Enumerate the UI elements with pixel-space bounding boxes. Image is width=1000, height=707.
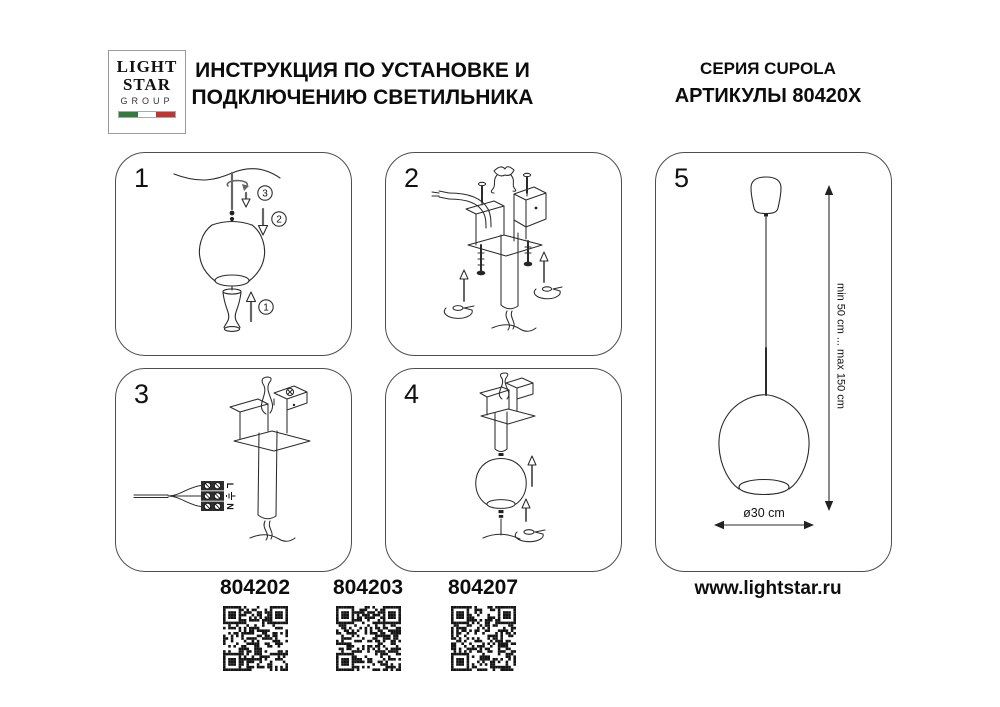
page-title <box>185 57 540 111</box>
flag-red <box>156 112 175 117</box>
series-label: СЕРИЯ CUPOLA <box>700 59 836 78</box>
suspension-tube <box>501 233 518 309</box>
terminal-label-live: L <box>225 482 235 489</box>
qr-code <box>451 606 516 671</box>
mount-plate-right <box>274 386 307 410</box>
hook-wire <box>261 377 272 414</box>
article-code-2: 804203 <box>332 576 404 599</box>
title-line1: ИНСТРУКЦИЯ ПО УСТАНОВКЕ И <box>195 59 530 82</box>
step5-diagram <box>656 153 893 573</box>
flag-white <box>138 112 157 117</box>
diameter-dimension-label: ø30 cm <box>743 506 785 520</box>
step-panel-4 <box>385 368 622 572</box>
anchor-ring <box>515 530 545 542</box>
tube-wire <box>506 311 514 330</box>
earth-symbol-icon <box>227 492 236 500</box>
step-panel-2 <box>385 152 622 356</box>
terminal-label-neutral: N <box>225 503 235 510</box>
bracket-body <box>481 390 535 424</box>
suspension-tube <box>258 431 277 519</box>
callout-2: 2 <box>276 214 282 226</box>
website-url: www.lightstar.ru <box>694 578 842 599</box>
shade-rim <box>215 275 249 286</box>
step-number-5: 5 <box>674 163 690 193</box>
shade-rim <box>739 480 789 495</box>
mount-plate-right <box>514 187 546 227</box>
step2-diagram <box>386 153 623 357</box>
step-number-4: 4 <box>404 379 420 409</box>
mount-plate-right <box>506 378 533 399</box>
small-down-arrowhead <box>242 199 250 207</box>
italian-flag-icon <box>118 111 176 118</box>
logo-line3: GROUP <box>120 96 174 106</box>
flag-green <box>119 112 138 117</box>
article-code-3: 804207 <box>447 576 519 599</box>
ceiling-clip <box>491 167 515 193</box>
step3-diagram <box>116 369 353 573</box>
lamp-shade <box>199 222 264 282</box>
hook-wire <box>499 373 509 399</box>
anchor-ring-left <box>444 306 474 318</box>
suspension-tube <box>495 412 507 452</box>
step4-diagram <box>386 369 623 573</box>
input-wire <box>134 495 168 498</box>
articles-label: АРТИКУЛЫ 80420X <box>674 85 862 107</box>
lightstar-logo <box>108 50 186 134</box>
shade-rim <box>487 500 515 509</box>
tube-wire <box>264 521 272 540</box>
step1-diagram <box>116 153 353 357</box>
step-number-3: 3 <box>134 379 150 409</box>
terminal-block <box>201 481 224 511</box>
logo-line1: LIGHT <box>116 57 178 76</box>
step-number-1: 1 <box>134 163 150 193</box>
finial-body <box>223 292 241 328</box>
lamp-shade <box>476 459 526 505</box>
lamp-shade <box>719 395 809 489</box>
qr-code <box>336 606 401 671</box>
step-panel-5 <box>655 152 892 572</box>
step-panel-1 <box>115 152 352 356</box>
title-line2: ПОДКЛЮЧЕНИЮ СВЕТИЛЬНИКА <box>191 86 534 109</box>
step-panel-3 <box>115 368 352 572</box>
callout-3: 3 <box>262 188 268 200</box>
qr-code <box>223 606 288 671</box>
mount-flange-left <box>480 387 509 397</box>
wire-branches <box>168 486 201 507</box>
wire-squiggle <box>250 535 295 542</box>
step-number-2: 2 <box>404 163 420 193</box>
ceiling-line <box>174 169 280 180</box>
anchor-ring-right <box>534 287 562 299</box>
height-dimension-label: min 50 cm ... max 150 cm <box>834 283 847 409</box>
callout-1: 1 <box>263 302 269 314</box>
article-code-1: 804202 <box>219 576 291 599</box>
finial-base <box>224 327 239 332</box>
ceiling-canopy <box>751 177 781 214</box>
logo-line2: STAR <box>122 75 172 94</box>
